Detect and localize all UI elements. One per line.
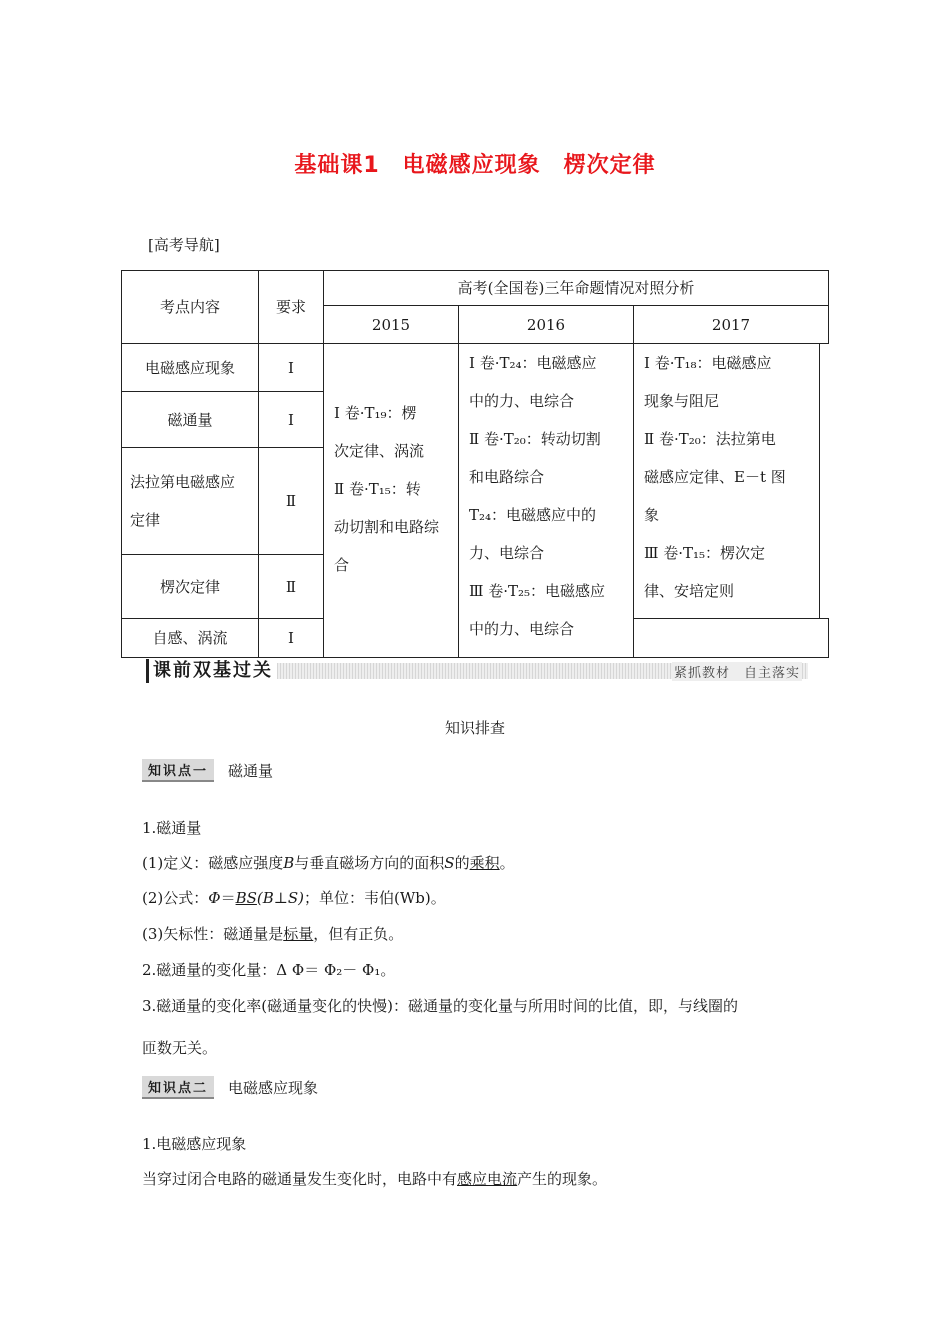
header-year-2016: 2016 xyxy=(458,305,634,344)
col-2016-line: 和电路综合 xyxy=(469,468,545,486)
section-heading: 知识排查 xyxy=(444,719,505,737)
req-cell: Ⅰ xyxy=(258,391,324,448)
topic-cell: 电磁感应现象 xyxy=(121,343,259,392)
topic-cell xyxy=(121,447,259,555)
text-run: ；单位：韦伯(Wb)。 xyxy=(304,889,446,907)
col-2016-line: T₂₄：电磁感应中的 xyxy=(469,506,597,524)
flux-change: 2.磁通量的变化量：Δ Φ＝ Φ₂－ Φ₁。 xyxy=(142,961,396,979)
header-year-2017: 2017 xyxy=(633,305,829,344)
kp-title: 电磁感应现象 xyxy=(228,1079,319,1097)
text-run: ＝ xyxy=(220,889,236,907)
symbol-s: S xyxy=(444,854,455,872)
text-run: 当穿过闭合电路的磁通量发生变化时，电路中有 xyxy=(142,1170,458,1188)
col-2016-line: Ⅰ 卷·T₂₄：电磁感应 xyxy=(469,354,597,372)
kp-badge: 知识点二 xyxy=(142,1076,214,1099)
col-2015-line: 合 xyxy=(334,556,350,574)
knowledge-point-1 xyxy=(142,759,273,782)
col-2015-line: Ⅰ 卷·T₁₉：楞 xyxy=(334,404,417,422)
underlined-term: 乘积 xyxy=(469,854,500,872)
kp-title: 磁通量 xyxy=(228,762,274,780)
col-2017-line: 现象与阻尼 xyxy=(644,392,720,410)
page-title: 基础课1 电磁感应现象 楞次定律 xyxy=(294,153,656,178)
col-2017-empty xyxy=(633,618,829,658)
req-cell: Ⅱ xyxy=(258,554,324,619)
col-2015-line: 次定律、涡流 xyxy=(334,442,425,460)
col-2016-line: Ⅱ 卷·T₂₀：转动切割 xyxy=(469,430,601,448)
flux-rate-line1: 3.磁通量的变化率(磁通量变化的快慢)：磁通量的变化量与所用时间的比值，即，与线圈的 xyxy=(142,997,739,1015)
symbol-b: B xyxy=(283,854,295,872)
text-run: ，但有正负。 xyxy=(313,925,404,943)
topic-cell: 磁通量 xyxy=(121,391,259,448)
text-run: (3)矢标性：磁通量是 xyxy=(142,925,284,943)
col-2017-line: Ⅱ 卷·T₂₀：法拉第电 xyxy=(644,430,776,448)
col-2016-line: 中的力、电综合 xyxy=(469,392,575,410)
exam-analysis-table xyxy=(121,270,829,658)
col-2017-line: 磁感应定律、E－t 图 xyxy=(644,468,786,486)
text-run: 产生的现象。 xyxy=(517,1170,608,1188)
col-2017-line: 象 xyxy=(644,506,660,524)
req-cell: Ⅰ xyxy=(258,343,324,392)
req-cell: Ⅰ xyxy=(258,618,324,658)
flux-heading: 1.磁通量 xyxy=(142,819,202,837)
col-2015-line: Ⅱ 卷·T₁₅：转 xyxy=(334,480,421,498)
header-topic: 考点内容 xyxy=(121,270,259,344)
flux-definition xyxy=(142,852,515,873)
topic-cell: 楞次定律 xyxy=(121,554,259,619)
formula-condition: (B⊥S) xyxy=(256,889,304,907)
col-2017-line: 律、安培定则 xyxy=(644,582,735,600)
emi-definition xyxy=(142,1168,607,1189)
text-run: 。 xyxy=(499,854,515,872)
col-2017-line: Ⅲ 卷·T₁₅：楞次定 xyxy=(644,544,766,562)
topic-text: 法拉第电磁感应定律 xyxy=(130,473,236,529)
knowledge-point-2 xyxy=(142,1076,318,1099)
col-2016-line: Ⅲ 卷·T₂₅：电磁感应 xyxy=(469,582,606,600)
text-run: (1)定义：磁感应强度 xyxy=(142,854,284,872)
emi-heading: 1.电磁感应现象 xyxy=(142,1135,247,1153)
header-requirement: 要求 xyxy=(258,270,324,344)
kp-badge: 知识点一 xyxy=(142,759,214,782)
header-year-2015: 2015 xyxy=(323,305,459,344)
underlined-term: 感应电流 xyxy=(457,1170,518,1188)
header-analysis: 高考(全国卷)三年命题情况对照分析 xyxy=(323,270,829,306)
text-run: 的 xyxy=(454,854,470,872)
text-run: (2)公式： xyxy=(142,889,209,907)
col-2017-line: Ⅰ 卷·T₁₈：电磁感应 xyxy=(644,354,772,372)
underlined-term: BS xyxy=(235,889,257,907)
section-banner xyxy=(146,659,808,683)
banner-title: 课前双基过关 xyxy=(146,659,277,683)
topic-cell: 自感、涡流 xyxy=(121,618,259,658)
col-2015 xyxy=(323,343,459,658)
symbol-phi: Φ xyxy=(208,889,221,907)
col-2016-line: 力、电综合 xyxy=(469,544,545,562)
text-run: 与垂直磁场方向的面积 xyxy=(294,854,445,872)
exam-guide-label: [高考导航] xyxy=(148,236,220,254)
col-2016 xyxy=(458,343,634,658)
flux-rate-line2: 匝数无关。 xyxy=(142,1039,218,1057)
req-cell: Ⅱ xyxy=(258,447,324,555)
flux-formula xyxy=(142,887,446,908)
flux-vector xyxy=(142,923,403,944)
col-2015-line: 动切割和电路综 xyxy=(334,518,440,536)
underlined-term: 标量 xyxy=(283,925,314,943)
col-2016-line: 中的力、电综合 xyxy=(469,620,575,638)
col-2017 xyxy=(633,343,820,619)
banner-subtitle: 紧抓教材 自主落实 xyxy=(672,662,802,681)
